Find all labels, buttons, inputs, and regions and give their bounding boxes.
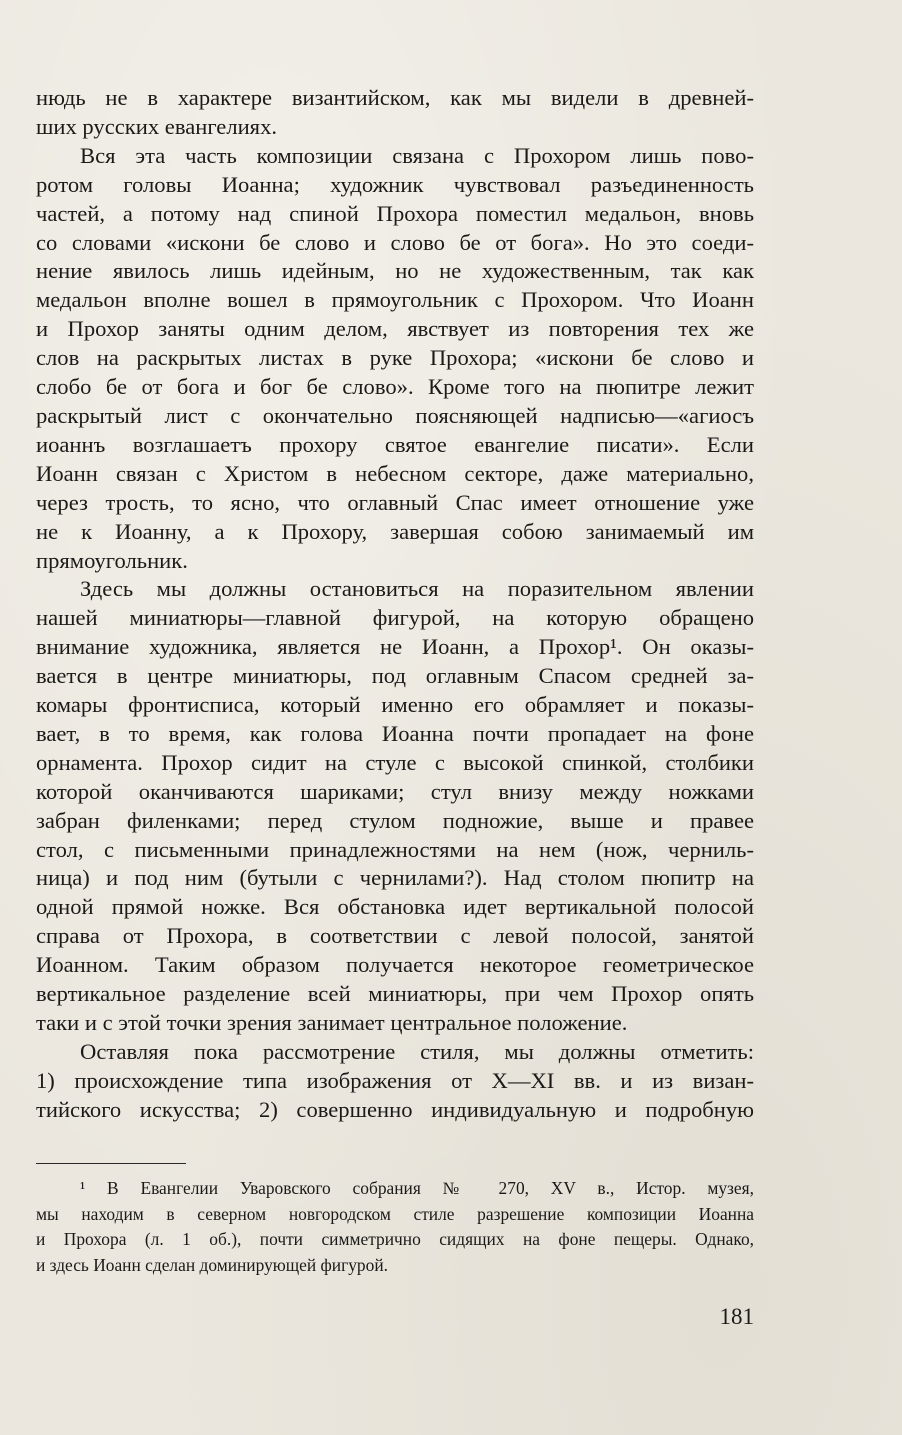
text-line: слов на раскрытых листах в руке Прохора; «искони бе слово и [36,345,754,371]
text-line: справа от Прохора, в соответствии с левой полосой, занятой [36,923,754,949]
text-line: Иоанн связан с Христом в небесном секторе, даже материально, [36,460,754,486]
text-line: стол, с письменными принадлежностями на нем (нож, черниль- [36,836,754,862]
page-number: 181 [719,1304,754,1329]
text-line: ротом головы Иоанна; художник чувствовал разъединенность [36,171,754,197]
text-line: вает, в то время, как голова Иоанна почти пропадает на фоне [36,720,754,746]
footnote-line: ¹ В Евангелии Уваровского собрания № 270, XV в., Истор. музея, [80,1178,754,1198]
text-line: со словами «искони бе слово и слово бе от бога». Но это соеди- [36,229,754,255]
text-line: Оставляя пока рассмотрение стиля, мы должны отметить: [80,1038,754,1064]
text-line: вается в центре миниатюры, под оглавным Спасом средней за- [36,663,754,689]
text-line: иоаннъ возглашаетъ прохору святое евангелие писати». Если [36,431,754,457]
footnote-divider [36,1163,186,1164]
text-line: тийского искусства; 2) совершенно индивидуальную и подробную [36,1096,754,1122]
text-line: Иоанном. Таким образом получается некоторое геометрическое [36,952,754,978]
paragraph-4 [36,1038,754,1125]
text-line: вертикальное разделение всей миниатюры, при чем Прохор опять [36,981,754,1007]
text-line: комары фронтисписа, который именно его обрамляет и показы- [36,692,754,718]
text-line: Здесь мы должны остановиться на поразительном явлении [80,576,754,602]
paragraph-1 [36,84,754,142]
text-line: забран филенками; перед стулом подножие, выше и правее [36,807,754,833]
text-line: нашей миниатюры—главной фигурой, на которую обращено [36,605,754,631]
text-line: и Прохор заняты одним делом, явствует из повторения тех же [36,316,754,342]
text-line: прямоугольник. [36,547,188,573]
text-line: ших русских евангелиях. [36,113,278,139]
text-line: орнамента. Прохор сидит на стуле с высокой спинкой, столбики [36,749,754,775]
footnote-line: и Прохора (л. 1 об.), почти симметрично сидящих на фоне пещеры. Однако, [36,1229,754,1250]
text-line: Вся эта часть композиции связана с Прохором лишь пово- [80,142,754,168]
text-line: слобо бе от бога и бог бе слово». Кроме того на пюпитре лежит [36,374,754,400]
text-line: одной прямой ножке. Вся обстановка идет вертикальной полосой [36,894,754,920]
main-text [36,84,754,1125]
paragraph-3 [36,575,754,1038]
text-line: нение явилось лишь идейным, но не художественным, так как [36,258,754,284]
footnote-line: и здесь Иоанн сделан доминирующей фигурой. [36,1255,388,1276]
footnote-1 [36,1176,754,1279]
text-line: внимание художника, является не Иоанн, а Прохор¹. Он оказы- [36,634,754,660]
text-line: таки и с этой точки зрения занимает центральное положение. [36,1010,628,1035]
paragraph-2 [36,142,754,576]
text-line: ница) и под ним (бутыли с чернилами?). Над столом пюпитр на [36,865,754,891]
text-line: раскрытый лист с окончательно поясняющей надписью—«агиосъ [36,402,754,428]
text-line: через трость, то ясно, что оглавный Спас имеет отношение уже [36,489,754,515]
text-line: не к Иоанну, а к Прохору, завершая собою занимаемый им [36,518,754,544]
footnote-block [36,1176,754,1279]
text-line: медальон вполне вошел в прямоугольник с Прохором. Что Иоанн [36,287,754,313]
text-line: которой оканчиваются шариками; стул внизу между ножками [36,778,754,804]
text-line: частей, а потому над спиной Прохора поместил медальон, вновь [36,200,754,226]
text-line: нюдь не в характере византийском, как мы видели в древней- [36,85,754,110]
footnote-line: мы находим в северном новгородском стиле разрешение композиции Иоанна [36,1203,754,1224]
text-line: 1) происхождение типа изображения от X—XI вв. и из визан- [36,1067,754,1093]
